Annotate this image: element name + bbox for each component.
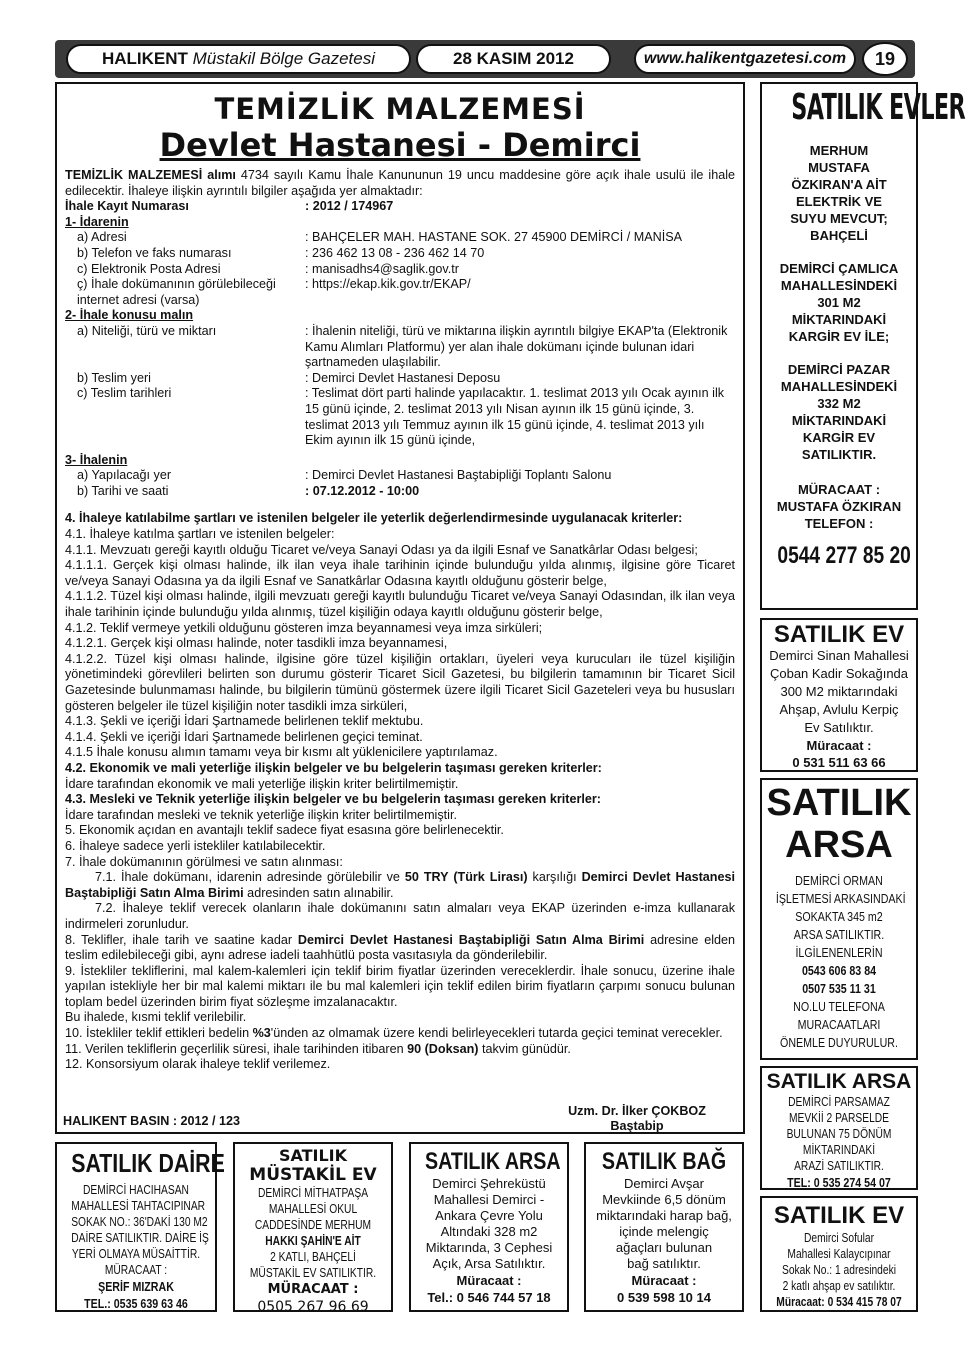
signatory-title: Baştabip <box>610 1119 664 1133</box>
clause-7-2: 7.2. İhaleye teklif verecek olanların ihale dokümanını satın almaları veya EKAP üzerinden e-imza kullanarak indirmeleri zorunludur. <box>65 901 735 931</box>
clause-4-1-1-2: 4.1.1.2. Tüzel kişi olması halinde, ilgili mevzuatı gereği kayıtlı bulunduğu Ticaret ve/veya Sanayi Odasından, ilk ilan veya ihale tarihinin içinde bulunduğu yılda alınmış, tüzel kişiliğin odaya kayıtlı olduğunu gösterir belge, <box>65 589 735 620</box>
section-3-heading: 3- İhalenin <box>65 452 128 467</box>
registration-row: İhale Kayıt Numarası : 2012 / 174967 <box>65 199 394 214</box>
brand-subtitle: Müstakil Bölge Gazetesi <box>192 49 376 68</box>
ad-phone: 0 531 511 63 66 <box>792 755 886 770</box>
clause-4-1: 4.1. İhaleye katılma şartları ve istenilen belgeler: <box>65 527 335 542</box>
email-row: c) Elektronik Posta Adresi : manisadhs4@saglik.gov.tr <box>77 261 459 276</box>
ad-title: SATILIK EV <box>773 1202 905 1229</box>
date-time-row: b) Tarihi ve saati : 07.12.2012 - 10:00 <box>77 483 420 498</box>
clause-4-1-5: 4.1.5 İhale konusu alımın tamamı veya bir kısmı alt yüklenicilere yaptırılamaz. <box>65 745 498 760</box>
clause-9: 9. İstekliler tekliflerini, mal kalem-kalemleri için teklif birim fiyatlar üzerinden vereceklerdir. İhale sonucu, üzerine ihale yapılan istekliyle her bir mal kalemi miktarı ile bu mal kalemleri için teklif edilen birim fiyatların çarpımı sonucu bulunan toplam bedel üzerinden birim fiyat sözleşme imzalanacaktır. <box>65 963 735 1009</box>
issue-date: 28 KASIM 2012 <box>416 44 611 74</box>
ad-satilik-arsa-parsamaz: SATILIK ARSA DEMİRCİ PARSAMAZ MEVKİİ 2 PARSELDE BULUNAN 75 DÖNÜM MİKTARINDAKİ ARAZİ SATILIKTIR. TEL: 0 535 274 54 07 <box>760 1066 918 1190</box>
clause-4-1-1-1: 4.1.1.1. Gerçek kişi olması halinde, ilk ilan veya ihale tarihinin içinde bulunduğu yılda alınmış, ilgisine göre Ticaret ve/veya Sanayi Odasına ya da ilgili Esnaf ve Sanatkârlar Odasına kayıtlı olduğunu gösterir belge, <box>65 558 735 588</box>
delivery-place-row: b) Teslim yeri : Demirci Devlet Hastanesi Deposu <box>77 370 501 385</box>
ad-title: SATILIK ARSA <box>766 1070 912 1093</box>
ad-satilik-evler: SATILIK EVLER MERHUM MUSTAFA ÖZKIRAN'A AİT ELEKTRİK VE SUYU MEVCUT; BAHÇELİ DEMİRCİ ÇAMLICA MAHALLESİNDEKİ 301 M2 MİKTARINDAKİ KARGİR EV İLE; DEMİRCİ PAZAR MAHALLESİNDEKİ 332 M2 MİKTARINDAKİ KARGİR EV SATILIKTIR. MÜRACAAT : MUSTAFA ÖZKIRAN TELEFON : 0544 277 85 20 <box>760 82 918 610</box>
section-2-heading: 2- İhale konusu malın <box>65 308 194 323</box>
clause-9-partial: Bu ihalede, kısmi teklif verilebilir. <box>65 1010 247 1025</box>
clause-12: 12. Konsorsiyum olarak ihaleye teklif verilemez. <box>65 1057 331 1072</box>
ad-title: SATILIK <box>278 1146 348 1165</box>
delivery-dates-row: c) Teslim tarihleri : Teslimat dört parti halinde yapılacaktır. 1. teslimat 2013 yılı Ocak ayının ilk 15 günü içinde, 2. teslimat 2013 yılı Nisan ayının ilk 15 günü içinde, 3. teslimat 2013 yılı Temmuz ayının ilk 15 günü içinde, 4. teslimat 2013 yılı Ekim ayının ilk 15 günü içinde, <box>77 386 725 448</box>
ad-title: SATILIK DAİRE <box>71 1148 225 1178</box>
ad-satilik-ev-sinan: SATILIK EV Demirci Sinan Mahallesi Çoban Kadir Sokağında 300 M2 miktarındaki Ahşap, Avlulu Kerpiç Ev Satılıktır. Müracaat : 0 531 511 63 66 <box>760 618 918 772</box>
clause-7-1: 7.1. İhale dokümanı, idarenin adresinde görülebilir ve 50 TRY (Türk Lirası) karşılığı Demirci Devlet Hastanesi Baştabipliği Satın Alma Birimi adresinden satın alınabilir. <box>65 870 736 900</box>
masthead-pill <box>66 44 411 74</box>
phone-row: b) Telefon ve faks numarası : 236 462 13 08 - 236 462 14 70 <box>77 245 485 260</box>
ad-phone: 0505 267 96 69 <box>257 1299 369 1315</box>
clause-4: 4. İhaleye katılabilme şartları ve istenilen belgeler ile yeterlik değerlendirmesinde uygulanacak kriterler: <box>65 511 683 526</box>
clause-7: 7. İhale dokümanının görülmesi ve satın alınması: <box>65 854 343 869</box>
signatory-name: Uzm. Dr. İlker ÇOKBOZ <box>568 1104 706 1118</box>
ad-satilik-arsa-sehrekustu: SATILIK ARSA Demirci Şehreküstü Mahallesi Demirci - Ankara Çevre Yolu Altındaki 328 m2 Miktarında, 3 Cephesi Açık, Arsa Satılıktır. Müracaat : Tel.: 0 546 744 57 18 <box>409 1142 569 1312</box>
notice-title: TEMİZLİK MALZEMESİ <box>214 92 586 126</box>
intro-paragraph: TEMİZLİK MALZEMESİ alımı 4734 sayılı Kamu İhale Kanununun 19 uncu maddesine göre açık ihale usulü ile ihale edilecektir. İhaleye ilişkin ayrıntılı bilgiler aşağıda yer almaktadır: <box>65 168 735 198</box>
ad-phone: 0544 277 85 20 <box>777 542 911 569</box>
clause-4-1-2-2: 4.1.2.2. Tüzel kişi olması halinde, ilgisine göre tüzel kişiliğin ortakları, üyeleri veya kurucuları ile tüzel kişiliğin yönetimindeki görevlileri belirten son durumu gösterir Ticaret Sicil Gazetesi, bu bilgilerin tamamının bir Ticaret Sicil Gazetesinde bulunmaması halinde, bu bilgilerin tümünü göstermek üzere ilgili Ticaret Sicil Gazeteleri veya bu hususları gösteren belgeler ile tüzel kişiliğin noter tasdikli imza sirküleri, <box>65 651 735 713</box>
press-code: HALIKENT BASIN : 2012 / 123 <box>63 1114 241 1129</box>
clause-5: 5. Ekonomik açıdan en avantajlı teklif sadece fiyat esasına göre belirlenecektir. <box>65 823 504 838</box>
brand: HALIKENT <box>101 49 188 68</box>
address-row: a) Adresi : BAHÇELER MAH. HASTANE SOK. 27 45900 DEMİRCİ / MANİSA <box>77 230 682 245</box>
ad-phone: TEL.: 0535 639 63 46 <box>84 1296 188 1311</box>
signature-block <box>527 1104 747 1134</box>
ad-title: SATILIK EV <box>773 621 905 648</box>
clause-10: 10. İstekliler teklif ettikleri bedelin %3'ünden az olmamak üzere kendi belirleyecekleri tutarda geçici teminat verecekler. <box>65 1026 723 1041</box>
clause-4-1-2: 4.1.2. Teklif vermeye yetkili olduğunu gösteren imza beyannamesi veya imza sirküleri; <box>65 620 543 635</box>
ad-phone: Tel.: 0 546 744 57 18 <box>427 1290 551 1305</box>
ad-title: SATILIK BAĞ <box>601 1148 727 1175</box>
ad-satilik-bag: SATILIK BAĞ Demirci Avşar Mevkiinde 6,5 dönüm miktarındaki harap bağ, içinde melengiç ağaçları bulunan bağ satılıktır. Müracaat : 0 539 598 10 14 <box>584 1142 744 1312</box>
clause-4-1-4: 4.1.4. Şekli ve içeriği İdari Şartnamede belirlenen geçici teminat. <box>65 729 423 744</box>
section-1-heading: 1- İdarenin <box>65 214 129 229</box>
clause-4-1-1: 4.1.1. Mevzuatı gereği kayıtlı olduğu Ticaret ve/veya Sanayi Odası ya da ilgili Esnaf ve Sanatkârlar Odası belgesi; <box>65 542 698 557</box>
clause-6: 6. İhaleye sadece yerli istekliler katılabilecektir. <box>65 838 326 853</box>
clause-4-2-heading: 4.2. Ekonomik ve mali yeterliğe ilişkin belgeler ve bu belgelerin taşıması gereken kriterler: <box>65 760 602 775</box>
ad-title: SATILIK <box>766 782 912 824</box>
ad-phone: Müracaat: 0 534 415 78 07 <box>776 1295 902 1309</box>
ad-satilik-arsa-orman: SATILIK ARSA DEMİRCİ ORMAN İŞLETMESİ ARKASINDAKİ SOKAKTA 345 m2 ARSA SATILIKTIR. İLGİLENENLERİN 0543 606 83 84 0507 535 11 31 NO.LU TELEFONA MURACAATLARI ÖNEMLE DUYURULUR. <box>760 778 918 1060</box>
venue-row: a) Yapılacağı yer : Demirci Devlet Hastanesi Baştabipliği Toplantı Salonu <box>77 468 612 483</box>
clause-4-3-heading: 4.3. Mesleki ve Teknik yeterliğe ilişkin belgeler ve bu belgelerin taşıması gereken kriterler: <box>65 792 601 807</box>
ad-title: SATILIK EVLER <box>791 87 966 128</box>
ad-phone-2: 0507 535 11 31 <box>802 981 876 996</box>
clause-4-3: İdare tarafından mesleki ve teknik yeterliğe ilişkin kriter belirtilmemiştir. <box>65 807 457 822</box>
ad-phone: 0543 606 83 84 <box>801 963 877 978</box>
ad-satilik-ev-sofular: SATILIK EV Demirci Sofular Mahallesi Kalaycıpınar Sokak No.: 1 adresindeki 2 katlı ahşap ev satılıktır. Müracaat: 0 534 415 78 07 <box>760 1196 918 1312</box>
clause-8: 8. Teklifler, ihale tarih ve saatine kadar Demirci Devlet Hastanesi Baştabipliği Satın Alma Birimi adresine elden teslim edilebileceği gibi, aynı adrese iadeli taahhütlü posta vasıtasıyla da gönderilebilir. <box>65 932 736 963</box>
website: www.halikentgazetesi.com <box>634 44 856 74</box>
clause-11: 11. Verilen tekliflerin geçerlilik süresi, ihale tarihinden itibaren 90 (Doksan) takvim günüdür. <box>65 1041 571 1056</box>
notice-subtitle: Devlet Hastanesi - Demirci <box>159 126 641 164</box>
ad-phone: TEL: 0 535 274 54 07 <box>787 1175 891 1190</box>
ad-title: SATILIK ARSA <box>425 1148 561 1175</box>
clause-4-2: İdare tarafından ekonomik ve mali yeterliğe ilişkin kriter belirtilmemiştir. <box>65 776 459 791</box>
ad-phone: 0 539 598 10 14 <box>617 1290 711 1305</box>
clause-4-1-3: 4.1.3. Şekli ve içeriği İdari Şartnamede belirlenen teklif mektubu. <box>65 714 424 729</box>
clause-4-1-2-1: 4.1.2.1. Gerçek kişi olması halinde, noter tasdikli imza beyannamesi, <box>65 636 448 651</box>
ad-satilik-daire: SATILIK DAİRE DEMİRCİ HACIHASAN MAHALLESİ TAHTACIPINAR SOKAK NO.: 36'DAKİ 130 M2 DAİRE SATILIKTIR. DAİRE İŞ YERİ OLMAYA MÜSAİTTİR. MÜRACAAT : ŞERİF MIZRAK TEL.: 0535 639 63 46 <box>55 1142 217 1312</box>
page-number: 19 <box>862 42 908 76</box>
tender-notice <box>55 82 745 1134</box>
website-row: ç) İhale dokümanının görülebileceği internet adresi (varsa) : https://ekap.kik.gov.tr/EKAP/ <box>77 277 471 307</box>
ad-satilik-mustakil-ev: SATILIK MÜSTAKİL EV DEMİRCİ MİTHATPAŞA MAHALLESİ OKUL CADDESİNDE MERHUM HAKKI ŞAHİN'E AİT 2 KATLI, BAHÇELİ MÜSTAKİL EV SATILIKTIR. MÜRACAAT : 0505 267 96 69 <box>233 1142 393 1312</box>
nature-row: a) Niteliği, türü ve miktarı : İhalenin niteliği, türü ve miktarına ilişkin ayrıntılı bilgiye EKAP'ta (Elektronik Kamu Alımları Platformu) yer alan ihale dokümanı içinde bulunan idari şartnameden ulaşılabilir. <box>77 323 728 370</box>
